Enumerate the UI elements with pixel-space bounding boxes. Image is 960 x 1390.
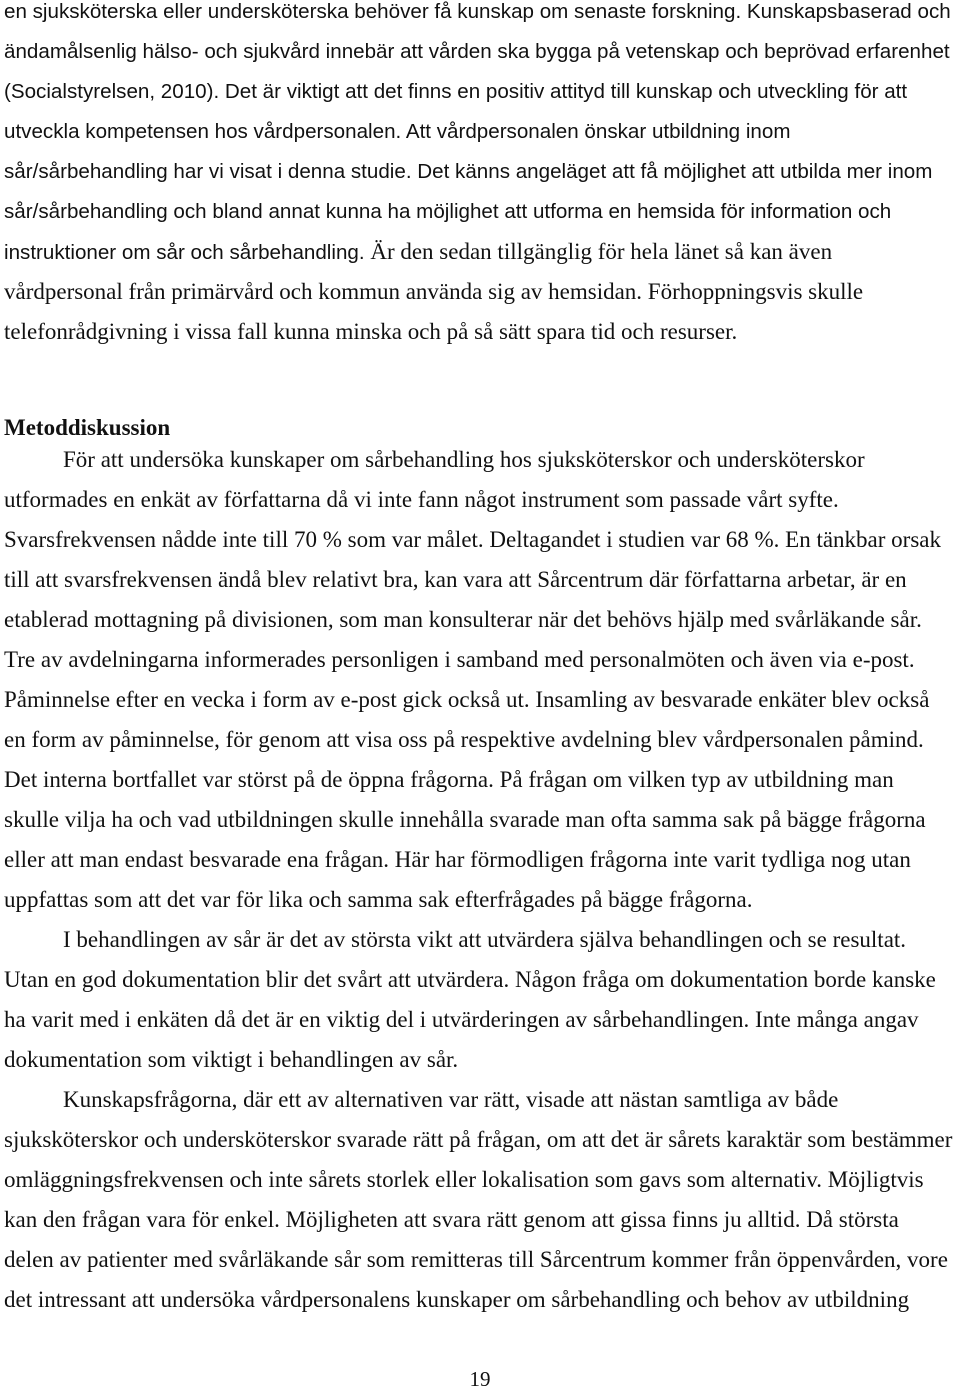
paragraph	[4, 928, 952, 1088]
text-line: en form av påminnelse, för genom att visa oss på respektive avdelning blev vårdpersonalen påmind.	[4, 727, 924, 752]
text-line: Utan en god dokumentation blir det svårt att utvärdera. Någon fråga om dokumentation borde kanske	[4, 967, 936, 992]
text-line-segment: instruktioner om sår och sårbehandling.	[4, 241, 365, 264]
text-line: sår/sårbehandling har vi visat i denna studie. Det känns angeläget att få möjlighet att utbilda mer inom	[4, 160, 933, 183]
text-line: Påminnelse efter en vecka i form av e-post gick också ut. Insamling av besvarade enkäter blev också	[4, 687, 930, 712]
text-line	[4, 240, 832, 280]
text-line: etablerad mottagning på divisionen, som man konsulterar när det behövs hjälp med svårläkande sår.	[4, 607, 922, 632]
paragraph	[4, 1088, 952, 1328]
text-line: eller att man endast besvarade ena frågan. Här har förmodligen frågorna inte varit tydliga nog utan	[4, 847, 911, 872]
page-number: 19	[469, 1367, 491, 1390]
section-heading: Metoddiskussion	[4, 415, 171, 440]
text-line: ändamålsenlig hälso- och sjukvård innebär att vården ska bygga på vetenskap och beprövad erfarenhet	[4, 40, 950, 63]
text-line: I behandlingen av sår är det av största vikt att utvärdera själva behandlingen och se resultat.	[63, 927, 907, 952]
text-line: Tre av avdelningarna informerades personligen i samband med personalmöten och även via e-post.	[4, 647, 915, 672]
intro-paragraph	[4, 0, 951, 360]
text-line: (Socialstyrelsen, 2010). Det är viktigt att det finns en positiv attityd till kunskap och utveckling för att	[4, 80, 908, 103]
text-line: skulle vilja ha och vad utbildningen skulle innehålla svarade man ofta samma sak på bägge frågorna	[4, 807, 926, 832]
text-line: delen av patienter med svårläkande sår som remitteras till Sårcentrum kommer från öppenvården, vore	[4, 1247, 948, 1272]
text-line: utformades en enkät av författarna då vi inte fann något instrument som passade vårt syfte.	[4, 487, 839, 512]
method-discussion-body	[4, 448, 952, 1328]
text-line: utveckla kompetensen hos vårdpersonalen. Att vårdpersonalen önskar utbildning inom	[4, 120, 791, 143]
text-line: kan den frågan vara för enkel. Möjligheten att svara rätt genom att gissa finns ju alltid. Då största	[4, 1207, 899, 1232]
text-line: till att svarsfrekvensen ändå blev relativt bra, kan vara att Sårcentrum där författarna arbetar, är en	[4, 567, 907, 592]
text-line: telefonrådgivning i vissa fall kunna minska och på så sätt spara tid och resurser.	[4, 319, 738, 344]
text-line-segment: Är den sedan tillgänglig för hela länet så kan även	[370, 239, 833, 264]
text-line: uppfattas som att det var för lika och samma sak efterfrågades på bägge frågorna.	[4, 887, 753, 912]
text-line: Det interna bortfallet var störst på de öppna frågorna. På frågan om vilken typ av utbildning man	[4, 767, 894, 792]
text-line: sjuksköterskor och undersköterskor svarade rätt på frågan, om att det är sårets karaktär som bestämmer	[4, 1127, 953, 1152]
paragraph	[4, 448, 952, 928]
text-line: vårdpersonal från primärvård och kommun använda sig av hemsidan. Förhoppningsvis skulle	[4, 279, 864, 304]
text-line: Kunskapsfrågorna, där ett av alternativen var rätt, visade att nästan samtliga av både	[63, 1087, 839, 1112]
text-line: ha varit med i enkäten då det är en viktig del i utvärderingen av sårbehandlingen. Inte många angav	[4, 1007, 919, 1032]
text-line: Svarsfrekvensen nådde inte till 70 % som var målet. Deltagandet i studien var 68 %. En tänkbar orsak	[4, 527, 941, 552]
text-line: det intressant att undersöka vårdpersonalens kunskaper om sårbehandling och behov av utbildning	[4, 1287, 910, 1312]
text-line: dokumentation som viktigt i behandlingen av sår.	[4, 1047, 459, 1072]
text-line: omläggningsfrekvensen och inte sårets storlek eller lokalisation som gavs som alternativ. Möjligtvis	[4, 1167, 924, 1192]
text-line: För att undersöka kunskaper om sårbehandling hos sjuksköterskor och undersköterskor	[63, 447, 865, 472]
text-line: sår/sårbehandling och bland annat kunna ha möjlighet att utforma en hemsida för information och	[4, 200, 892, 223]
text-line: en sjuksköterska eller undersköterska behöver få kunskap om senaste forskning. Kunskapsbaserad och	[4, 0, 951, 23]
